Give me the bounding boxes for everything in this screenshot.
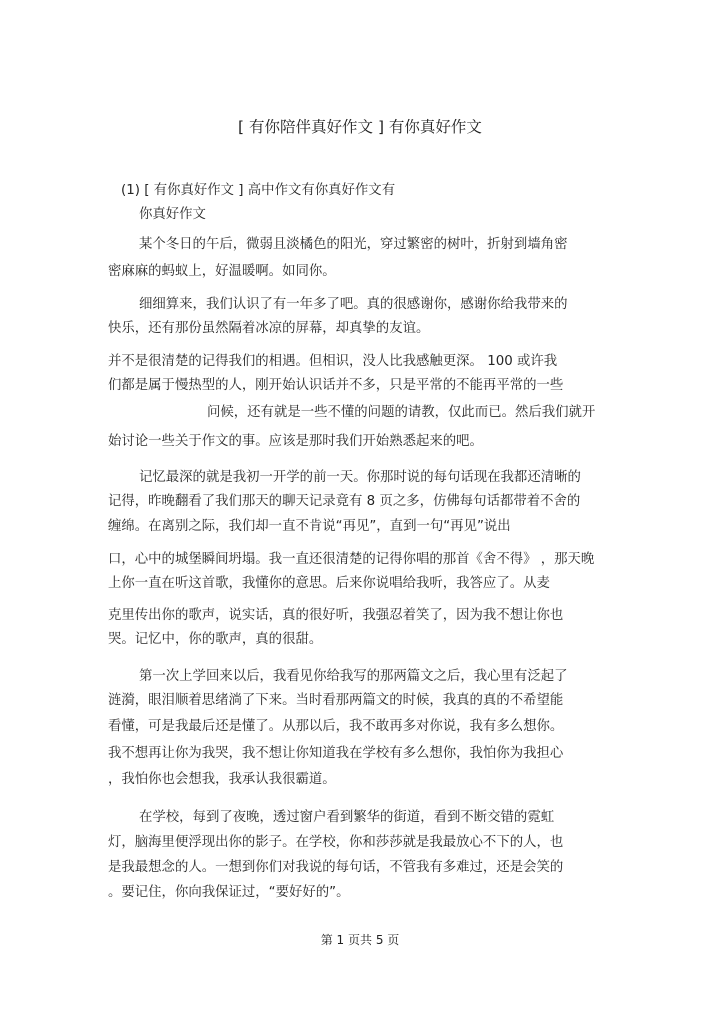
text-line: 你真好作文 xyxy=(139,207,206,222)
text-line: 问候，还有就是一些不懂的问题的请教，仅此而已。然后我们就开 xyxy=(207,405,596,420)
text-line: 某个冬日的午后，微弱且淡橘色的阳光，穿过繁密的树叶，折射到墙角密 xyxy=(139,237,568,252)
text-line: 记得，昨晚翻看了我们那天的聊天记录竟有 8 页之多，仿佛每句话都带着不舍的 xyxy=(108,494,581,509)
text-line: 们都是属于慢热型的人，刚开始认识话并不多，只是平常的不能再平常的一些 xyxy=(108,378,564,393)
text-line: 上你一直在听这首歌，我懂你的意思。后来你说唱给我听，我答应了。从麦 xyxy=(108,576,550,591)
text-line: 是我最想念的人。一想到你们对我说的每句话，不管我有多难过，还是会笑的 xyxy=(108,860,564,875)
text-line: (1) [ 有你真好作文 ] 高中作文有你真好作文有 xyxy=(121,183,396,198)
text-line: 快乐，还有那份虽然隔着冰凉的屏幕，却真挚的友谊。 xyxy=(108,321,430,336)
text-line: 我不想再让你为我哭，我不想让你知道我在学校有多么想你，我怕你为我担心 xyxy=(108,746,564,761)
text-line: 克里传出你的歌声，说实话，真的很好听，我强忍着笑了，因为我不想让你也 xyxy=(108,608,564,623)
text-line: 并不是很清楚的记得我们的相遇。但相识，没人比我感触更深。 100 或许我 xyxy=(108,354,558,369)
text-line: 。要记住，你向我保证过，“要好好的”。 xyxy=(108,885,350,900)
text-line: 密麻麻的蚂蚁上，好温暖啊。如同你。 xyxy=(108,264,336,279)
text-line: 看懂，可是我最后还是懂了。从那以后，我不敢再多对你说，我有多么想你。 xyxy=(108,719,564,734)
text-line: 灯，脑海里便浮现出你的影子。在学校，你和莎莎就是我最放心不下的人，也 xyxy=(108,835,564,850)
text-line: 始讨论一些关于作文的事。应该是那时我们开始熟悉起来的吧。 xyxy=(108,434,483,449)
text-line: 口，心中的城堡瞬间坍塌。我一直还很清楚的记得你唱的那首《舍不得》 ，那天晚 xyxy=(108,552,595,567)
text-line: 第一次上学回来以后，我看见你给我写的那两篇文之后，我心里有泛起了 xyxy=(139,669,568,684)
text-line: ，我怕你也会想我，我承认我很霸道。 xyxy=(108,772,336,787)
text-line: 在学校，每到了夜晚，透过窗户看到繁华的街道，看到不断交错的霓虹 xyxy=(139,810,555,825)
page-title: [ 有你陪伴真好作文 ] 有你真好作文 xyxy=(238,118,482,136)
text-line: 涟漪，眼泪顺着思绪淌了下来。当时看那两篇文的时候，我真的真的不希望能 xyxy=(108,693,564,708)
text-line: 缠绵。在离别之际，我们却一直不肯说“再见”，直到一句“再见”说出 xyxy=(108,519,511,534)
text-line: 细细算来，我们认识了有一年多了吧。真的很感谢你，感谢你给我带来的 xyxy=(139,297,568,312)
text-line: 哭。记忆中，你的歌声，真的很甜。 xyxy=(108,632,323,647)
text-line: 记忆最深的就是我初一开学的前一天。你那时说的每句话现在我都还清晰的 xyxy=(139,470,581,485)
page-footer: 第 1 页共 5 页 xyxy=(320,933,400,947)
